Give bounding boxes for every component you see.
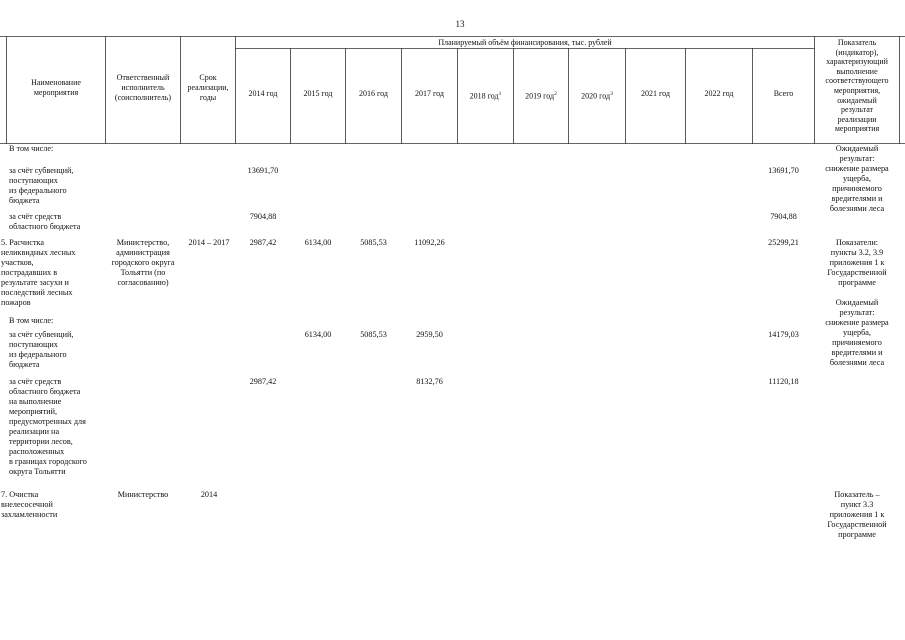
block1-federal-2014: 13691,70 [247, 166, 279, 175]
block2-federal-2016: 5085,53 [360, 330, 387, 339]
block1-indicator: Ожидаемый результат: снижение размера ущерба, причиняемого вредителями и болезнями леса [825, 144, 889, 213]
block2-2016: 5085,53 [360, 238, 387, 247]
header-executor: Ответственный исполнитель (соисполнитель) [114, 73, 172, 102]
header-indicator: Показатель (индикатор), характеризующий выполнение соответствующего мероприятия, ожидаемый результат реализации мероприятия [825, 38, 889, 134]
header-term: Срок реализации, годы [187, 73, 229, 102]
block2-indicator: Показатели: пункты 3.2, 3.9 приложения 1 к Государственной программе Ожидаемый результат: снижение размера ущерба, причиняемого вредителями и болезнями леса [825, 238, 889, 367]
block2-federal-label: за счёт субвенций, поступающих из федерального бюджета [9, 330, 74, 369]
block3-term: 2014 [200, 490, 218, 499]
block2-regional-label: за счёт средств областного бюджета на выполнение мероприятий, предусмотренных для реализации на территории лесов, расположенных в границах городского округа Тольятти [9, 377, 87, 476]
block1-regional-total: 7904,88 [770, 212, 797, 221]
footnote-mark: 2 [554, 91, 557, 97]
block1-in-that-number: В том числе: [9, 144, 54, 153]
block1-federal-total: 13691,70 [768, 166, 799, 175]
year-header: 2022 год [704, 89, 734, 98]
block3-name: 7. Очистка внелесосечной захламленности [1, 490, 58, 519]
block2-in-that-number: В том числе: [9, 316, 54, 325]
block2-2015: 6134,00 [304, 238, 332, 247]
block2-name: 5. Расчистка неликвидных лесных участков, пострадавших в результате засухи и последствий лесных пожаров [1, 238, 76, 307]
year-header: 2020 год$^3$ [581, 91, 613, 101]
year-header: 2015 год [303, 89, 333, 98]
block2-term: 2014 – 2017 [188, 238, 230, 247]
block2-regional-2014: 2987,42 [249, 377, 277, 386]
page-number: 13 [455, 19, 465, 29]
year-header: 2014 год [248, 89, 278, 98]
block2-federal-total: 14179,03 [768, 330, 799, 339]
block2-regional-2017: 8132,76 [416, 377, 443, 386]
block2-federal-2017: 2959,50 [416, 330, 443, 339]
year-header: 2017 год [415, 89, 444, 98]
block2-2014: 2987,42 [249, 238, 277, 247]
block2-federal-2015: 6134,00 [304, 330, 332, 339]
year-header: Всего [773, 89, 794, 98]
block3-indicator: Показатель – пункт 3.3 приложения 1 к Государственной программе [827, 490, 887, 539]
block2-executor: Министерство, администрация городского округа Тольятти (по согласованию) [111, 238, 175, 287]
header-name: Наименование мероприятия [31, 78, 81, 97]
header-funding: Планируемый объём финансирования, тыс. рублей [438, 38, 612, 47]
year-header: 2018 год$^1$ [469, 91, 502, 101]
block2-regional-total: 11120,18 [768, 377, 799, 386]
year-header: 2016 год [359, 89, 388, 98]
year-header: 2019 год$^2$ [525, 91, 557, 101]
block1-regional-label: за счёт средств областного бюджета [9, 212, 81, 231]
year-header: 2021 год [641, 89, 670, 98]
block2-2017: 11092,26 [414, 238, 445, 247]
block2-total: 25299,21 [768, 238, 799, 247]
block1-regional-2014: 7904,88 [249, 212, 277, 221]
footnote-mark: 1 [498, 91, 502, 97]
footnote-mark: 3 [610, 91, 613, 97]
block3-executor: Министерство [117, 490, 169, 499]
block1-federal-label: за счёт субвенций, поступающих из федерального бюджета [9, 166, 74, 205]
